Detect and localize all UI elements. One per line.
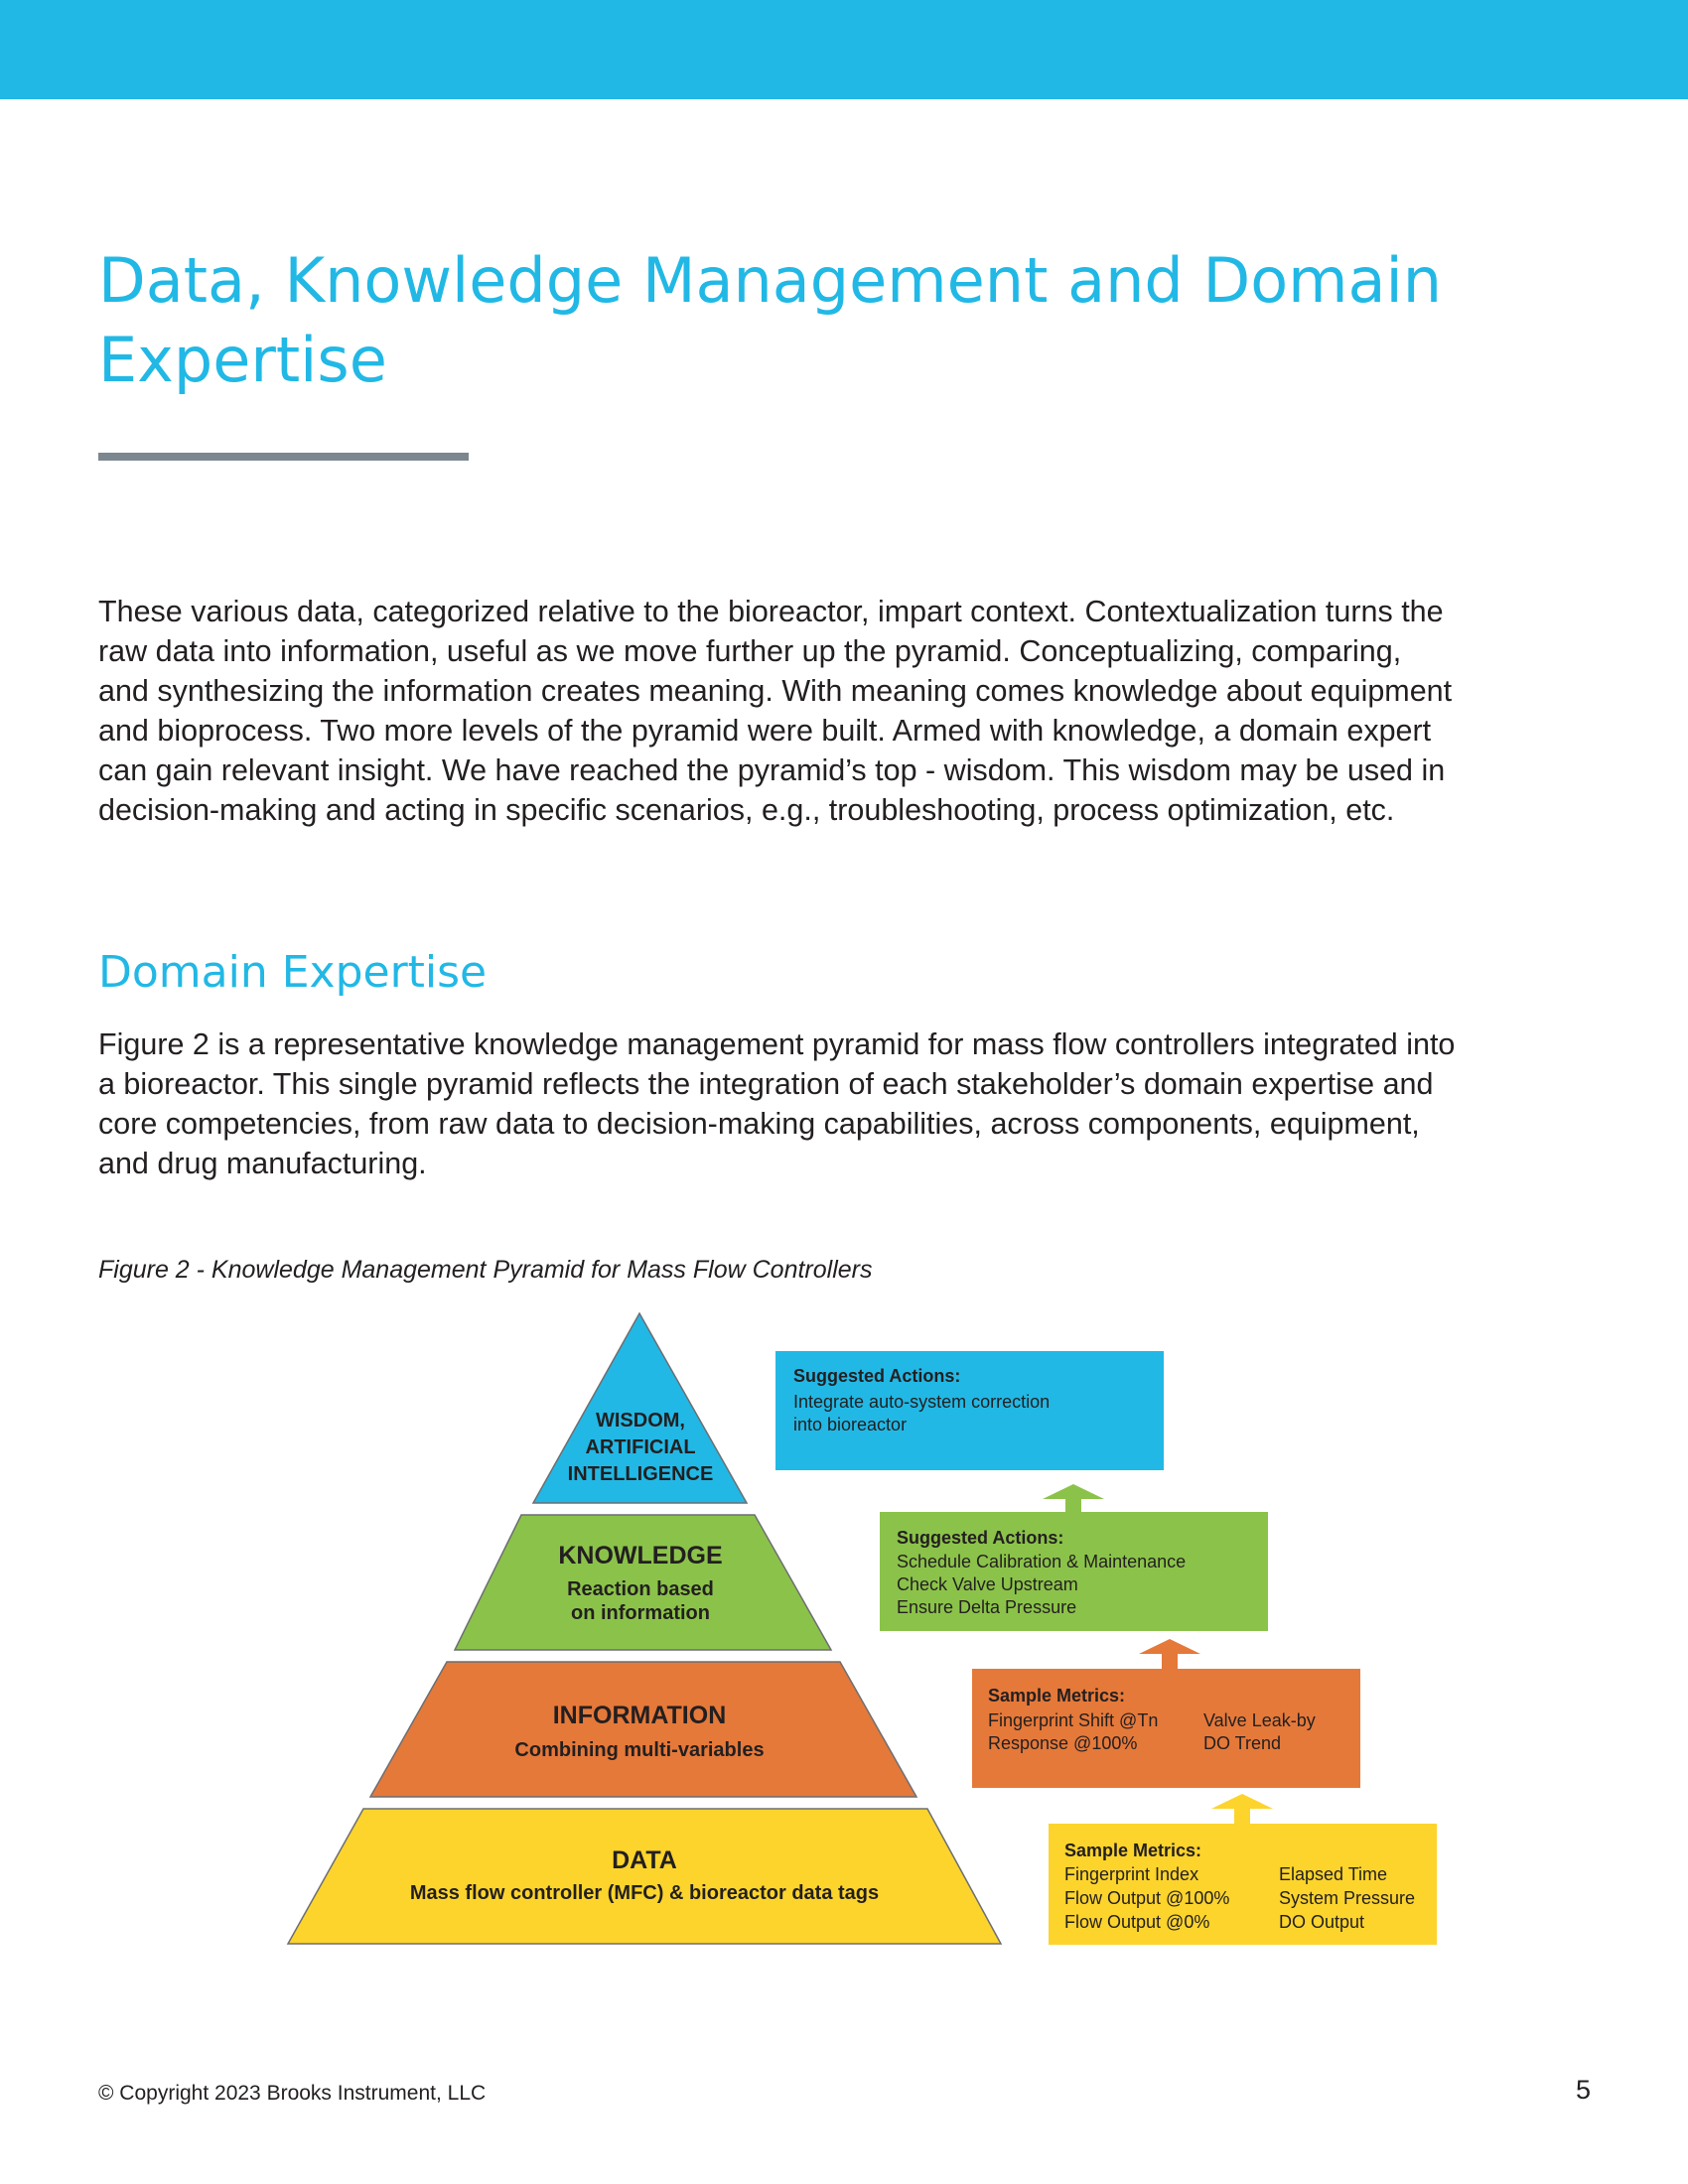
- figure-caption: Figure 2 - Knowledge Management Pyramid for Mass Flow Controllers: [98, 1256, 873, 1284]
- intro-paragraph: [98, 592, 1608, 830]
- intro-line: and bioprocess. Two more levels of the pyramid were built. Armed with knowledge, a domain expert: [98, 714, 1432, 748]
- page-title: [98, 241, 1508, 400]
- knowledge-title: KNOWLEDGE: [558, 1542, 723, 1570]
- knowledge-pyramid-figure: [0, 1291, 1688, 1966]
- information-box-metric: DO Trend: [1203, 1733, 1282, 1753]
- information-subtitle: Combining multi-variables: [514, 1739, 765, 1761]
- data-box-metric: Elapsed Time: [1279, 1864, 1388, 1884]
- wisdom-box-heading: Suggested Actions:: [793, 1366, 961, 1386]
- knowledge-box-line: Schedule Calibration & Maintenance: [897, 1552, 1187, 1571]
- section-paragraph: [98, 1024, 1608, 1183]
- intro-line: can gain relevant insight. We have reached the pyramid’s top - wisdom. This wisdom may be used in: [98, 753, 1446, 787]
- footer-copyright: © Copyright 2023 Brooks Instrument, LLC: [98, 2082, 487, 2105]
- wisdom-label-line: ARTIFICIAL: [585, 1436, 696, 1458]
- data-box-metric: Flow Output @100%: [1064, 1888, 1230, 1908]
- arrow-up-icon: [1043, 1484, 1104, 1512]
- wisdom-label-line: INTELLIGENCE: [567, 1463, 714, 1485]
- information-box-metric: Response @100%: [988, 1733, 1138, 1753]
- wisdom-box-line: into bioreactor: [793, 1415, 908, 1434]
- intro-line: These various data, categorized relative to the bioreactor, impart context. Contextualization turns the: [98, 595, 1444, 628]
- knowledge-subtitle-line: Reaction based: [567, 1578, 714, 1600]
- intro-line: decision-making and acting in specific scenarios, e.g., troubleshooting, process optimization, etc.: [98, 793, 1395, 827]
- data-box-heading: Sample Metrics:: [1064, 1841, 1202, 1860]
- data-box-metric: System Pressure: [1279, 1888, 1416, 1908]
- wisdom-label-line: WISDOM,: [596, 1410, 685, 1432]
- knowledge-subtitle-line: on information: [571, 1602, 710, 1624]
- information-box-heading: Sample Metrics:: [988, 1686, 1126, 1706]
- knowledge-box-line: Ensure Delta Pressure: [897, 1597, 1077, 1617]
- page-title-line1: Data, Knowledge Management and Domain: [98, 244, 1443, 317]
- wisdom-box-line: Integrate auto-system correction: [793, 1392, 1051, 1412]
- section-line: a bioreactor. This single pyramid reflects the integration of each stakeholder’s domain expertise and: [98, 1067, 1434, 1101]
- data-subtitle: Mass flow controller (MFC) & bioreactor data tags: [409, 1882, 880, 1904]
- knowledge-box-heading: Suggested Actions:: [897, 1528, 1064, 1548]
- intro-line: and synthesizing the information creates meaning. With meaning comes knowledge about equipment: [98, 674, 1453, 708]
- information-box-metric: Fingerprint Shift @Tn: [988, 1710, 1159, 1730]
- data-title: DATA: [612, 1846, 677, 1874]
- section-line: Figure 2 is a representative knowledge management pyramid for mass flow controllers integrated into: [98, 1027, 1456, 1061]
- intro-line: raw data into information, useful as we move further up the pyramid. Conceptualizing, comparing,: [98, 634, 1402, 668]
- header-band: [0, 0, 1688, 99]
- page-number: 5: [1575, 2075, 1591, 2105]
- arrow-up-icon: [1139, 1639, 1200, 1669]
- section-heading: Domain Expertise: [98, 947, 488, 998]
- arrow-up-icon: [1211, 1794, 1273, 1824]
- information-box-metric: Valve Leak-by: [1203, 1710, 1316, 1730]
- data-box-metric: Flow Output @0%: [1064, 1912, 1210, 1932]
- section-line: core competencies, from raw data to decision-making capabilities, across components, equipment,: [98, 1107, 1420, 1141]
- section-line: and drug manufacturing.: [98, 1147, 427, 1180]
- information-title: INFORMATION: [552, 1702, 727, 1729]
- page-title-line2: Expertise: [98, 324, 387, 396]
- data-box-metric: Fingerprint Index: [1064, 1864, 1199, 1884]
- data-box-metric: DO Output: [1279, 1912, 1365, 1932]
- pyramid-data-tier: [288, 1809, 1001, 1944]
- pyramid-information-tier: [370, 1662, 916, 1797]
- knowledge-box-line: Check Valve Upstream: [897, 1574, 1078, 1594]
- title-underline-rule: [98, 453, 469, 461]
